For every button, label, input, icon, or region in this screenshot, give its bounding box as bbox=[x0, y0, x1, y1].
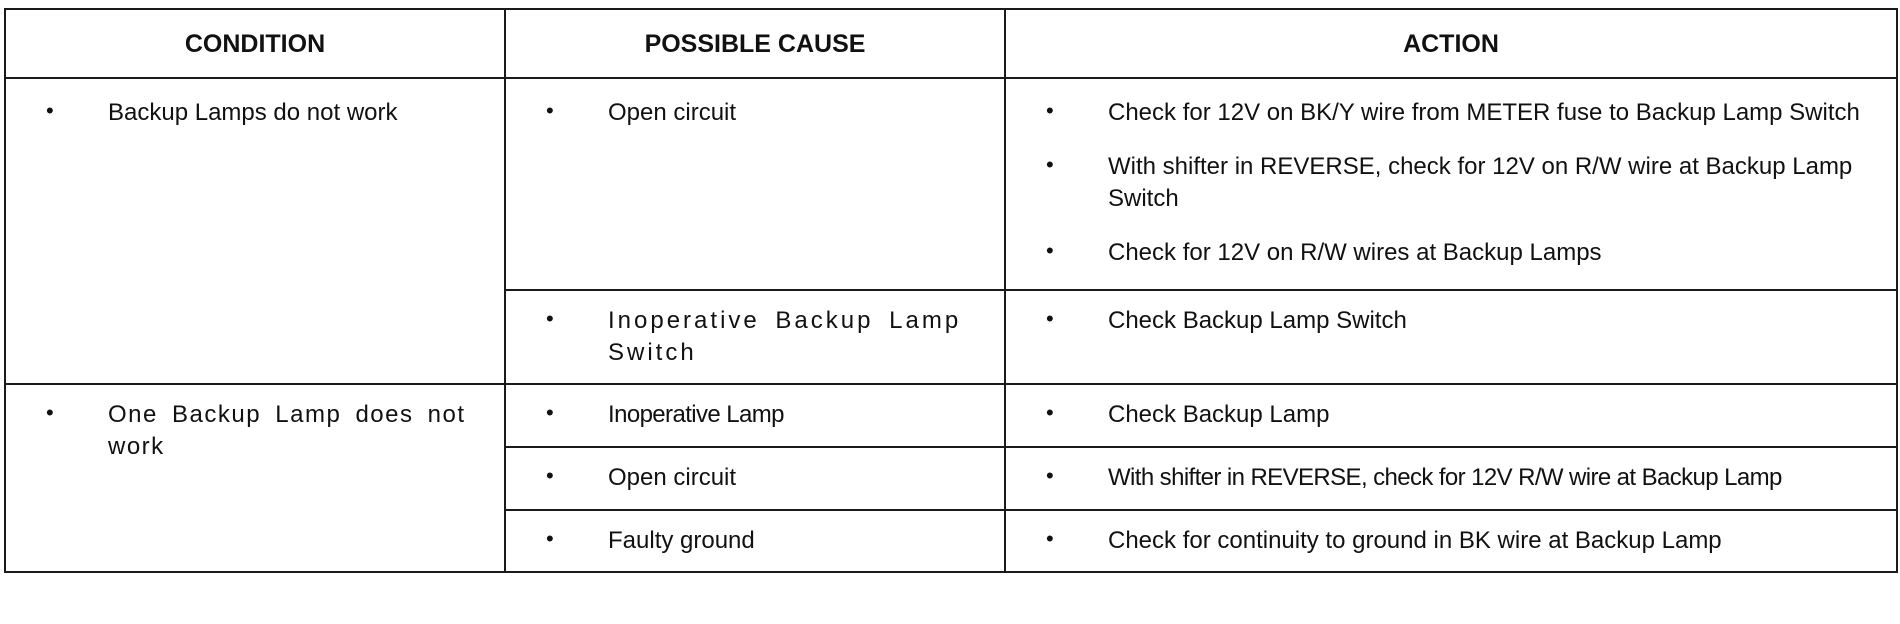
bullet-icon: • bbox=[546, 463, 554, 488]
action-cell bbox=[1005, 384, 1897, 447]
bullet-icon: • bbox=[1046, 238, 1054, 263]
list-item bbox=[546, 399, 990, 431]
troubleshooting-table bbox=[4, 8, 1898, 573]
header-condition: CONDITION bbox=[5, 9, 505, 78]
action-text: Check for 12V on BK/Y wire from METER fuse to Backup Lamp Switch bbox=[1108, 99, 1860, 126]
list-item bbox=[1046, 151, 1882, 215]
bullet-icon: • bbox=[546, 98, 554, 123]
bullet-icon: • bbox=[1046, 526, 1054, 551]
cause-cell bbox=[505, 78, 1005, 290]
list-item bbox=[546, 525, 990, 557]
list-item bbox=[1046, 525, 1882, 557]
table-header bbox=[5, 9, 1897, 78]
cause-text: Inoperative Backup Lamp Switch bbox=[608, 307, 962, 366]
list-item bbox=[546, 462, 990, 494]
condition-cell bbox=[5, 78, 505, 384]
list-item bbox=[546, 305, 990, 369]
list-item bbox=[46, 399, 490, 463]
bullet-icon: • bbox=[1046, 98, 1054, 123]
list-item bbox=[1046, 97, 1882, 129]
cause-cell bbox=[505, 384, 1005, 447]
action-cell bbox=[1005, 78, 1897, 290]
action-cell bbox=[1005, 447, 1897, 510]
list-item bbox=[546, 97, 990, 129]
action-text: With shifter in REVERSE, check for 12V on R/W wire at Backup Lamp Switch bbox=[1108, 153, 1853, 212]
cause-cell bbox=[505, 447, 1005, 510]
bullet-icon: • bbox=[546, 400, 554, 425]
action-text: Check for continuity to ground in BK wire at Backup Lamp bbox=[1108, 527, 1722, 554]
cause-cell bbox=[505, 290, 1005, 384]
cause-text: Open circuit bbox=[608, 464, 737, 491]
cause-text: Faulty ground bbox=[608, 527, 755, 554]
header-possible-cause: POSSIBLE CAUSE bbox=[505, 9, 1005, 78]
cause-text: Inoperative Lamp bbox=[608, 401, 784, 428]
bullet-icon: • bbox=[1046, 400, 1054, 425]
bullet-icon: • bbox=[1046, 152, 1054, 177]
table-body bbox=[5, 78, 1897, 572]
cause-text: Open circuit bbox=[608, 99, 737, 126]
bullet-icon: • bbox=[46, 400, 54, 425]
action-cell bbox=[1005, 510, 1897, 572]
condition-cell bbox=[5, 384, 505, 572]
bullet-icon: • bbox=[546, 306, 554, 331]
table-row bbox=[5, 384, 1897, 447]
condition-text: One Backup Lamp does not work bbox=[108, 401, 466, 460]
list-item bbox=[1046, 305, 1882, 337]
bullet-icon: • bbox=[46, 98, 54, 123]
action-cell bbox=[1005, 290, 1897, 384]
bullet-icon: • bbox=[1046, 306, 1054, 331]
header-action: ACTION bbox=[1005, 9, 1897, 78]
header-row bbox=[5, 9, 1897, 78]
cause-cell bbox=[505, 510, 1005, 572]
list-item bbox=[1046, 399, 1882, 431]
bullet-icon: • bbox=[1046, 463, 1054, 488]
bullet-icon: • bbox=[546, 526, 554, 551]
action-text: Check Backup Lamp Switch bbox=[1108, 307, 1407, 334]
action-text: Check Backup Lamp bbox=[1108, 401, 1330, 428]
list-item bbox=[46, 97, 490, 129]
list-item bbox=[1046, 237, 1882, 269]
condition-text: Backup Lamps do not work bbox=[108, 99, 398, 126]
action-text: With shifter in REVERSE, check for 12V R/W wire at Backup Lamp bbox=[1108, 464, 1782, 491]
list-item bbox=[1046, 462, 1882, 494]
action-text: Check for 12V on R/W wires at Backup Lamps bbox=[1108, 239, 1602, 266]
table-row bbox=[5, 78, 1897, 290]
